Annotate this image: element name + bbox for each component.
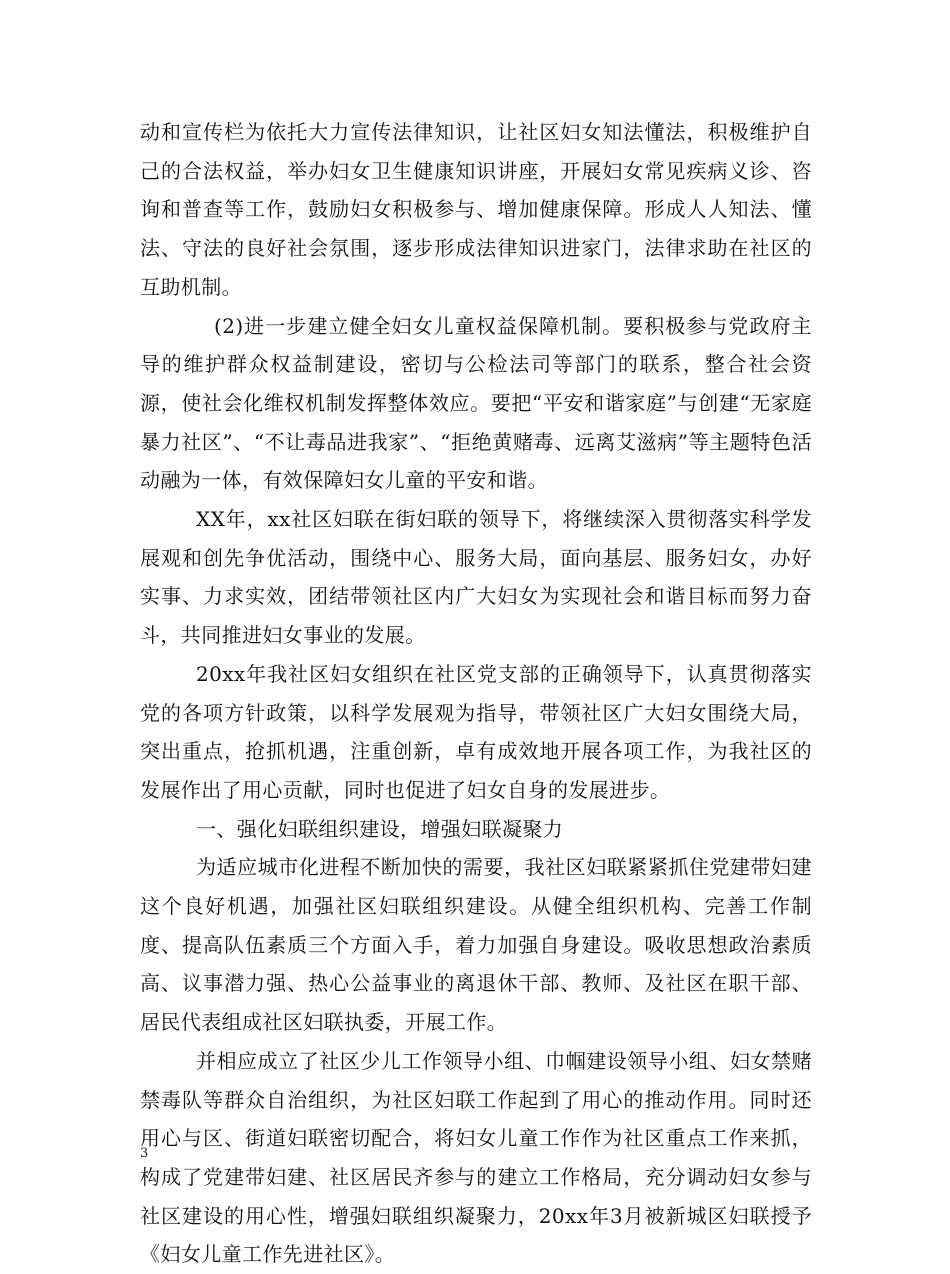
paragraph-organization-building: 为适应城市化进程不断加快的需要，我社区妇联紧紧抓住党建带妇建这个良好机遇，加强社区妇联组织建设。从健全组织机构、完善工作制度、提高队伍素质三个方面入手，着力加强自身建设。吸收思想政治素质高、议事潜力强、热心公益事业的离退休干部、教师、及社区在职干部、居民代表组成社区妇联执委，开展工作。 [140, 855, 812, 1035]
section-heading-organization: 一、强化妇联组织建设，增强妇联凝聚力 [196, 816, 564, 841]
document-body [140, 113, 812, 1274]
paragraph-self-governance: 并相应成立了社区少儿工作领导小组、巾帼建设领导小组、妇女禁赌禁毒队等群众自治组织，为社区妇联工作起到了用心的推动作用。同时还用心与区、街道妇联密切配合，将妇女儿童工作作为社区重点工作来抓，构成了党建带妇建、社区居民齐参与的建立工作格局，充分调动妇女参与社区建设的用心性，增强妇联组织凝聚力，20xx年3月被新城区妇联授予《妇女儿童工作先进社区》。 [140, 1048, 812, 1267]
page-number: 3 [140, 1146, 149, 1161]
paragraph-continuation: 动和宣传栏为依托大力宣传法律知识，让社区妇女知法懂法，积极维护自己的合法权益，举办妇女卫生健康知识讲座，开展妇女常见疾病义诊、咨询和普查等工作，鼓励妇女积极参与、增加健康保障。形成人人知法、懂法、守法的良好社会氛围，逐步形成法律知识进家门，法律求助在社区的互助机制。 [140, 120, 812, 299]
paragraph-annual-plan: XX年，xx社区妇联在街妇联的领导下，将继续深入贯彻落实科学发展观和创先争优活动，围绕中心、服务大局，面向基层、服务妇女，办好实事、力求实效，团结带领社区内广大妇女为实现社会和谐目标而努力奋斗，共同推进妇女事业的发展。 [140, 507, 812, 648]
paragraph-rights-mechanism: (2)进一步建立健全妇女儿童权益保障机制。要积极参与党政府主导的维护群众权益制建设，密切与公检法司等部门的联系，整合社会资源，使社会化维权机制发挥整体效应。要把“平安和谐家庭”与创建“无家庭暴力社区”、“不让毒品进我家”、“拒绝黄赌毒、远离艾滋病”等主题特色活动融为一体，有效保障妇女儿童的平安和谐。 [140, 313, 812, 493]
paragraph-annual-summary: 20xx年我社区妇女组织在社区党支部的正确领导下，认真贯彻落实党的各项方针政策，以科学发展观为指导，带领社区广大妇女围绕大局，突出重点，抢抓机遇，注重创新，卓有成效地开展各项工作，为我社区的发展作出了用心贡献，同时也促进了妇女自身的发展进步。 [140, 661, 812, 802]
